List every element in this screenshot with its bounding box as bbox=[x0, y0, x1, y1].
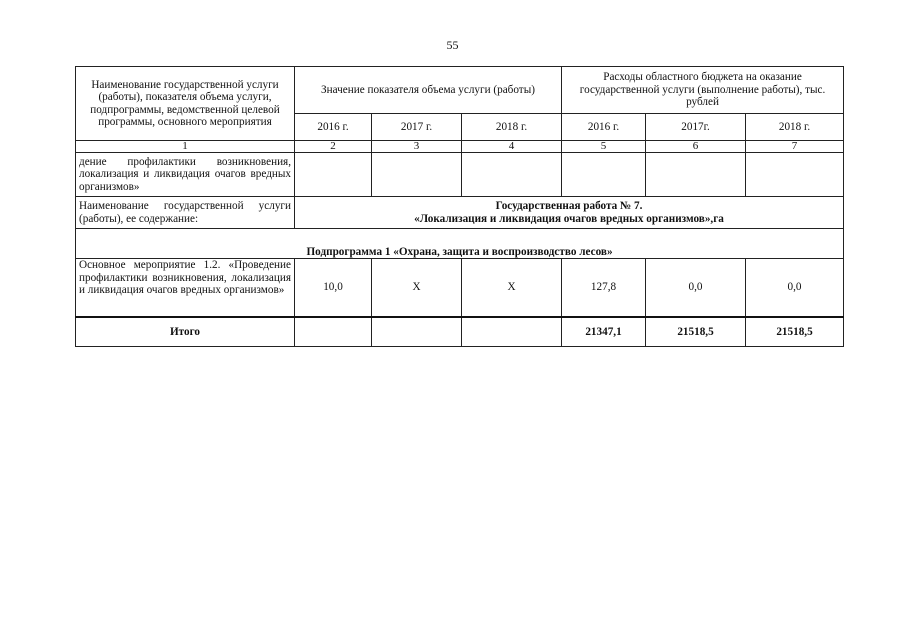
budget-table bbox=[75, 66, 844, 347]
service-title-line1: Государственная работа № 7. bbox=[495, 200, 643, 212]
activity-value: Х bbox=[462, 259, 562, 317]
page-number: 55 bbox=[446, 38, 459, 52]
header-name-column: Наименование государственной услуги (работы), показателя объема услуги, подпрограммы, ведомственной целевой программы, основного мероприятия bbox=[76, 67, 295, 141]
empty-cell bbox=[646, 153, 746, 197]
column-number: 4 bbox=[462, 141, 562, 153]
header-value-year: 2018 г. bbox=[462, 114, 562, 141]
total-label: Итого bbox=[76, 317, 295, 347]
empty-cell bbox=[562, 153, 646, 197]
service-title bbox=[295, 197, 844, 229]
header-expense-group: Расходы областного бюджета на оказание государственной услуги (выполнение работы), тыс. рублей bbox=[562, 67, 844, 114]
total-value bbox=[372, 317, 462, 347]
column-number: 3 bbox=[372, 141, 462, 153]
activity-value: Х bbox=[372, 259, 462, 317]
total-value bbox=[462, 317, 562, 347]
service-label: Наименование государственной услуги (работы), ее содержание: bbox=[76, 197, 295, 229]
budget-table-container bbox=[75, 66, 843, 347]
column-number: 5 bbox=[562, 141, 646, 153]
total-expense: 21347,1 bbox=[562, 317, 646, 347]
empty-cell bbox=[295, 153, 372, 197]
header-value-year: 2017 г. bbox=[372, 114, 462, 141]
column-number: 1 bbox=[76, 141, 295, 153]
activity-expense: 0,0 bbox=[746, 259, 844, 317]
activity-name: Основное мероприятие 1.2. «Проведение профилактики возникновения, локализация и ликвидация очагов вредных организмов» bbox=[76, 259, 295, 317]
total-expense: 21518,5 bbox=[746, 317, 844, 347]
total-value bbox=[295, 317, 372, 347]
activity-expense: 127,8 bbox=[562, 259, 646, 317]
column-number: 7 bbox=[746, 141, 844, 153]
column-number: 6 bbox=[646, 141, 746, 153]
activity-expense: 0,0 bbox=[646, 259, 746, 317]
service-title-line2: «Локализация и ликвидация очагов вредных организмов»,га bbox=[414, 212, 724, 225]
empty-cell bbox=[746, 153, 844, 197]
header-value-group: Значение показателя объема услуги (работы) bbox=[295, 67, 562, 114]
header-value-year: 2016 г. bbox=[295, 114, 372, 141]
total-expense: 21518,5 bbox=[646, 317, 746, 347]
header-expense-year: 2016 г. bbox=[562, 114, 646, 141]
column-number: 2 bbox=[295, 141, 372, 153]
continuation-text: дение профилактики возникновения, локализация и ликвидация очагов вредных организмов» bbox=[76, 153, 295, 197]
subprogram-title: Подпрограмма 1 «Охрана, защита и воспроизводство лесов» bbox=[76, 229, 844, 259]
activity-value: 10,0 bbox=[295, 259, 372, 317]
empty-cell bbox=[372, 153, 462, 197]
header-expense-year: 2018 г. bbox=[746, 114, 844, 141]
empty-cell bbox=[462, 153, 562, 197]
header-expense-year: 2017г. bbox=[646, 114, 746, 141]
